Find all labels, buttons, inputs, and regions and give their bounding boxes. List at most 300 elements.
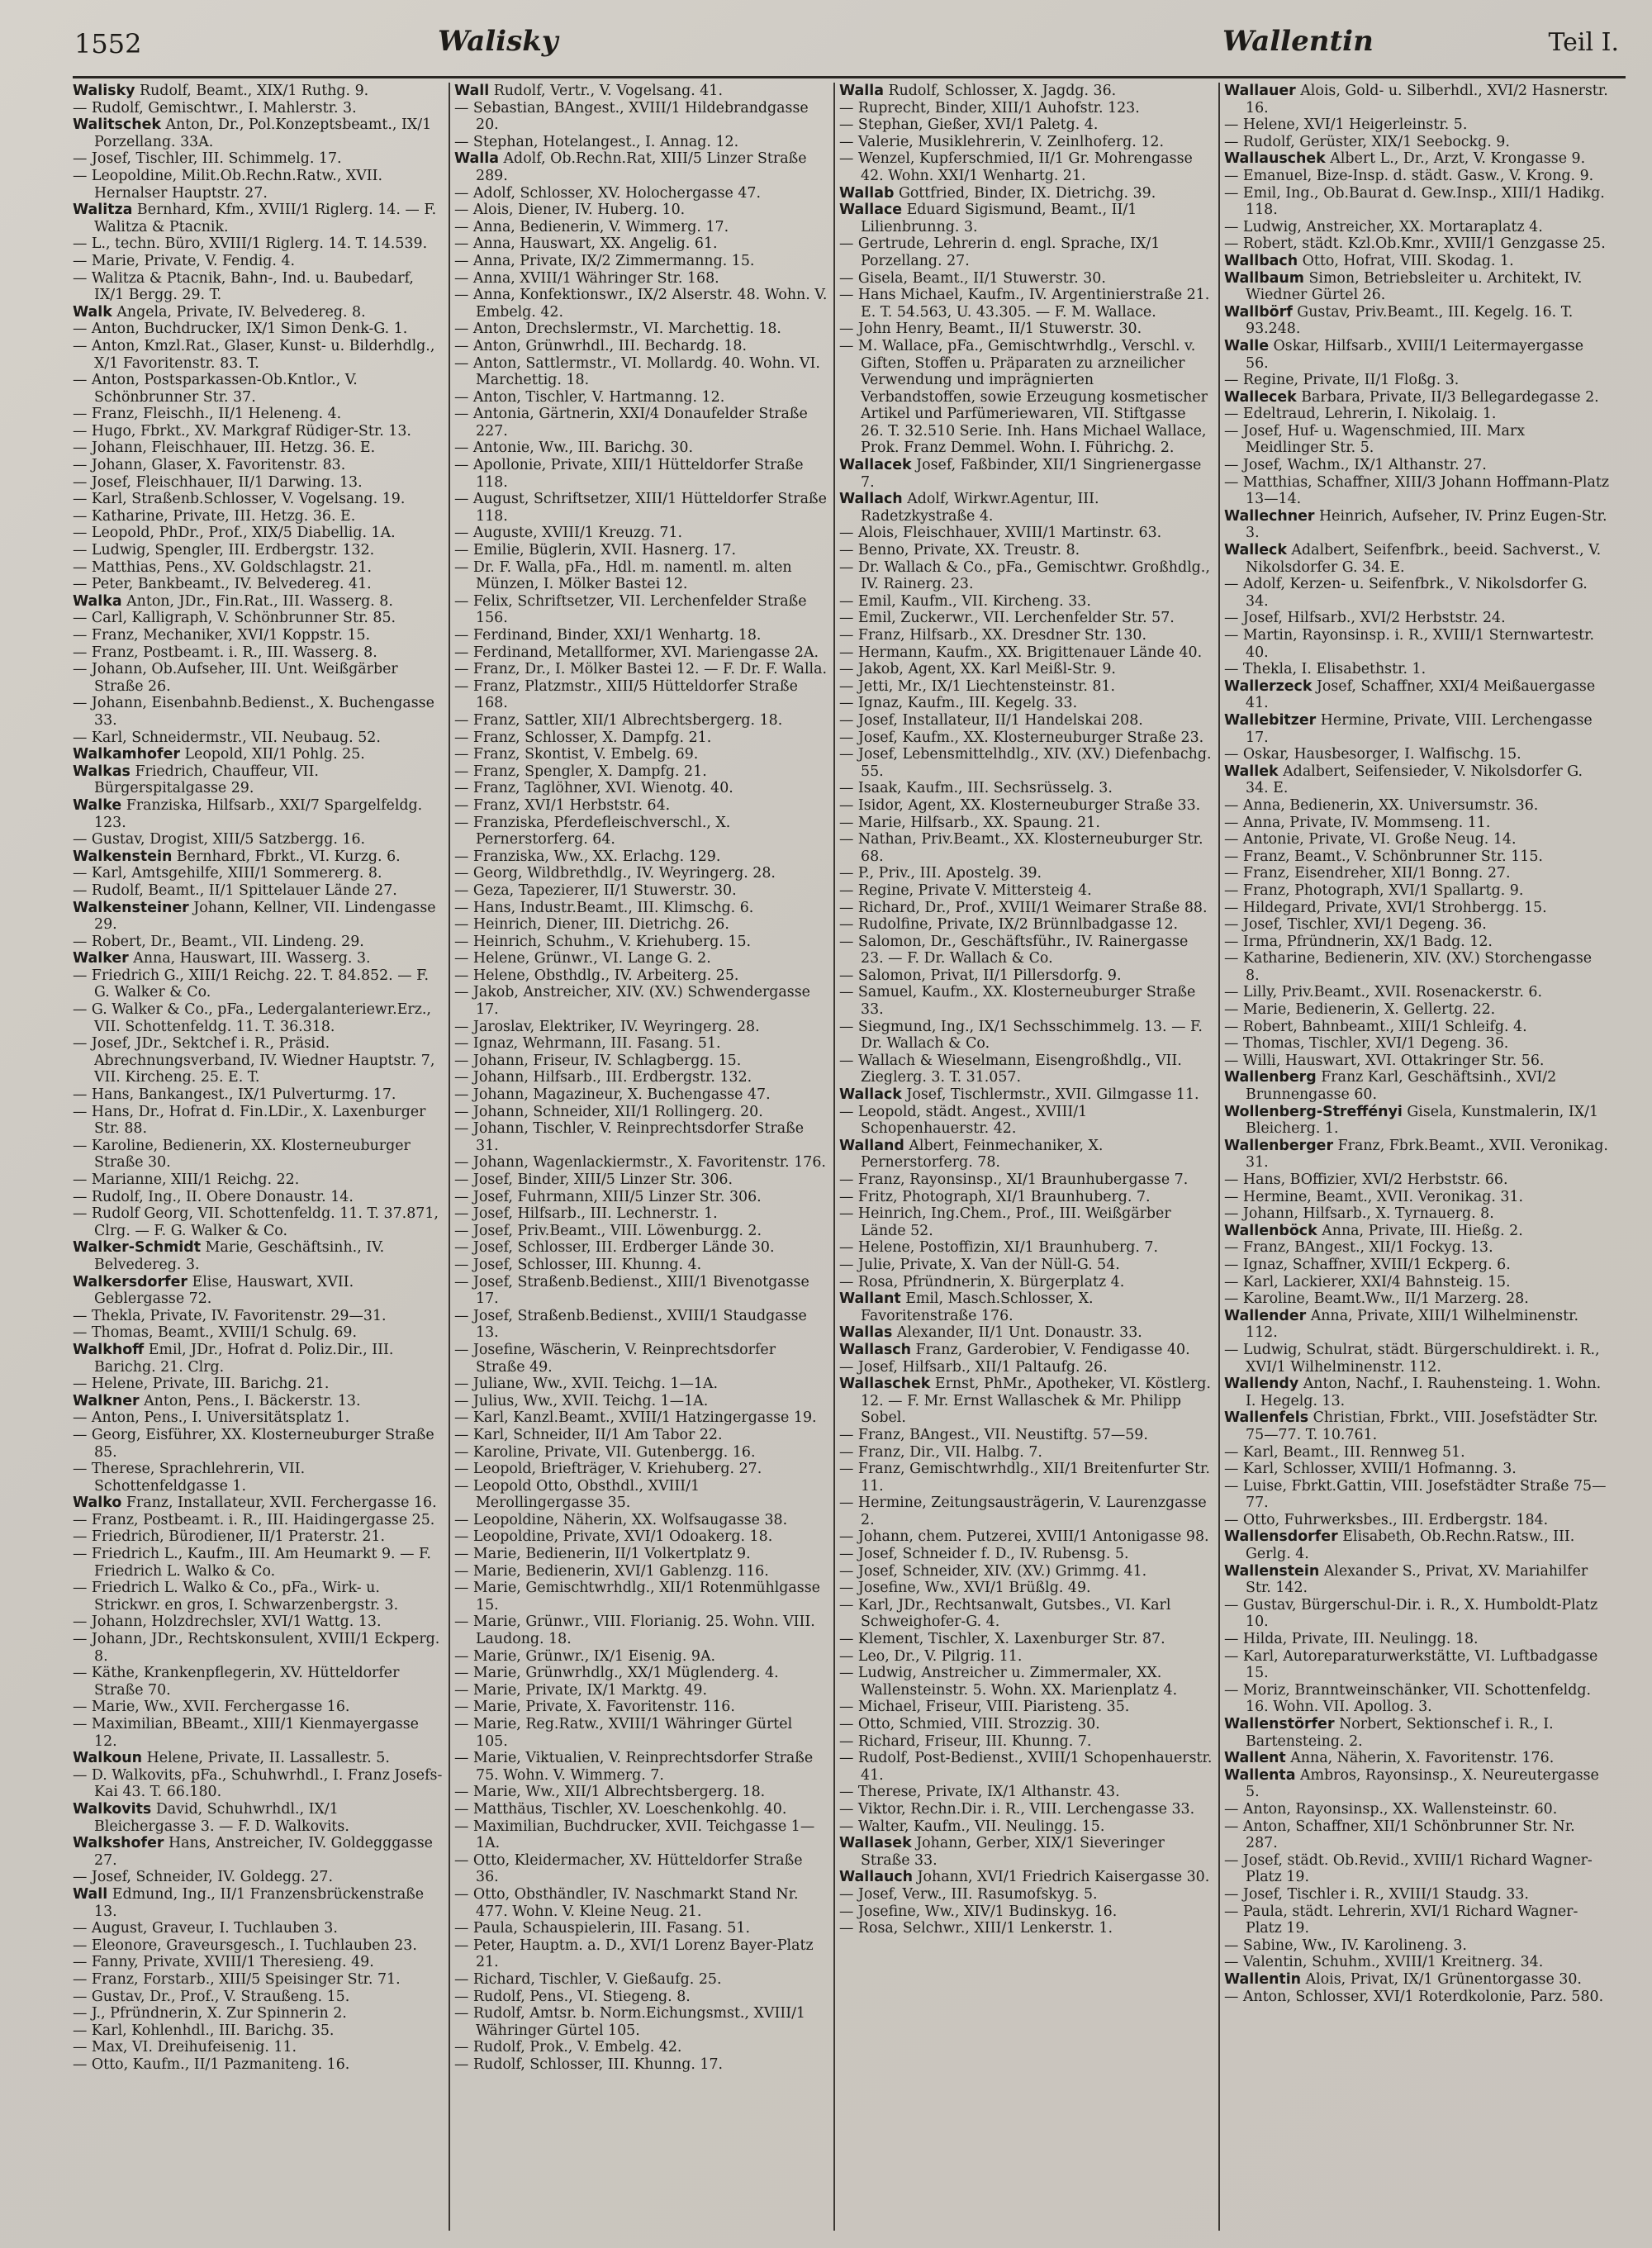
entry-text: — Walitza & Ptacnik, Bahn-, Ind. u. Baubedarf, IX/1 Bergg. 29. T.: [73, 269, 414, 304]
directory-entry: [1224, 950, 1609, 984]
directory-entry: [454, 730, 828, 747]
directory-entry: [839, 1750, 1213, 1784]
directory-entry: [73, 1631, 443, 1665]
entry-text: — Franziska, Pferdefleischverschl., X. Pernerstorferg. 64.: [454, 814, 731, 848]
entry-text: — J., Pfründnerin, X. Zur Spinnerin 2.: [73, 2005, 347, 2022]
directory-entry: [73, 934, 443, 951]
directory-entry: [839, 1104, 1213, 1138]
directory-entry: [454, 1563, 828, 1580]
entry-text: Elisabeth, Ob.Rechn.Ratsw., III. Gerlg. 4.: [1246, 1528, 1575, 1563]
directory-entry: [73, 508, 443, 525]
directory-entry: [454, 1393, 828, 1410]
directory-entry: [454, 1019, 828, 1036]
directory-entry: [839, 542, 1213, 559]
entry-text: — Hermine, Zeitungsausträgerin, V. Laurenzgasse 2.: [839, 1495, 1207, 1528]
entry-text: — Fritz, Photograph, XI/1 Braunhuberg. 7.: [839, 1188, 1151, 1205]
entry-text: Oskar, Hilfsarb., XVIII/1 Leitermayergasse 56.: [1246, 337, 1584, 372]
entry-text: — Anton, Postsparkassen-Ob.Kntlor., V. Schönbrunner Str. 37.: [73, 372, 358, 406]
surname-heading: Walke: [73, 796, 122, 814]
entry-text: — Georg, Wildbrethdlg., IV. Weyringerg. 28.: [454, 865, 776, 882]
entry-text: Franz, Fbrk.Beamt., XVII. Veronikag. 31.: [1246, 1137, 1608, 1172]
directory-entry: [454, 1376, 828, 1393]
entry-text: Franz, Installateur, XVII. Ferchergasse 16.: [126, 1495, 437, 1512]
surname-heading: Wall: [454, 83, 490, 99]
entry-text: — Hildegard, Private, XVI/1 Strohbergg. 15.: [1224, 899, 1547, 916]
directory-entry: [454, 287, 828, 321]
entry-text: Otto, Hofrat, VIII. Skodag. 1.: [1302, 252, 1514, 269]
surname-heading: Walkshofer: [73, 1835, 164, 1852]
entry-text: — Otto, Kleidermacher, XV. Hütteldorfer Straße 36.: [454, 1851, 803, 1886]
directory-entry: [1224, 1971, 1609, 1989]
surname-heading: Wall: [73, 1885, 108, 1903]
surname-heading: Walkensteiner: [73, 899, 189, 916]
entry-text: — Gustav, Drogist, XIII/5 Satzbergg. 16.: [73, 831, 366, 848]
entry-text: Helene, Private, II. Lassallestr. 5.: [146, 1750, 390, 1767]
surname-heading: Wallerzeck: [1224, 677, 1313, 695]
directory-entry: [839, 1733, 1213, 1751]
entry-text: — Friedrich G., XIII/1 Reichg. 22. T. 84.852. — F. G. Walker & Co.: [73, 967, 429, 1001]
directory-entry: [839, 1495, 1213, 1528]
entry-text: — Anton, Tischler, V. Hartmanng. 12.: [454, 388, 725, 406]
directory-entry: [454, 1053, 828, 1070]
directory-entry: [454, 1989, 828, 2006]
directory-entry: [839, 815, 1213, 832]
directory-entry: [73, 2039, 443, 2056]
entry-text: — Geza, Tapezierer, II/1 Stuwerstr. 30.: [454, 882, 737, 899]
entry-text: — Franz, Skontist, V. Embelg. 69.: [454, 746, 699, 763]
directory-entry: [839, 1172, 1213, 1189]
entry-text: — Käthe, Krankenpflegerin, XV. Hütteldorfer Straße 70.: [73, 1665, 400, 1699]
directory-entry: [839, 865, 1213, 882]
entry-text: — Marie, Grünwrhdlg., XX/1 Müglenderg. 4.: [454, 1665, 779, 1682]
directory-entry: [1224, 1290, 1609, 1308]
directory-entry: [73, 627, 443, 644]
directory-entry: [454, 1528, 828, 1546]
directory-entry: [1224, 1069, 1609, 1103]
entry-text: — Helene, Private, III. Barichg. 21.: [73, 1376, 330, 1393]
directory-entry: [454, 235, 828, 253]
entry-text: — Hugo, Fbrkt., XV. Markgraf Rüdiger-Str. 13.: [73, 422, 411, 440]
entry-text: — Josef, Schneider f. D., IV. Rubensg. 5.: [839, 1546, 1129, 1563]
surname-heading: Wallendy: [1224, 1376, 1299, 1393]
directory-entry: [1224, 1478, 1609, 1512]
directory-entry: [454, 1104, 828, 1121]
directory-entry: [454, 1546, 828, 1563]
entry-text: Rudolf, Schlosser, X. Jagdg. 36.: [888, 83, 1117, 99]
directory-entry: [454, 934, 828, 951]
entry-text: — Adolf, Schlosser, XV. Holochergasse 47.: [454, 184, 761, 202]
entry-text: — Josefine, Wäscherin, V. Reinprechtsdorfer Straße 49.: [454, 1341, 776, 1376]
directory-entry: [73, 83, 443, 100]
entry-text: — Samuel, Kaufm., XX. Klosterneuburger Straße 33.: [839, 984, 1196, 1019]
directory-entry: [73, 542, 443, 559]
entry-text: — Rudolfine, Private, IX/2 Brünnlbadgasse 12.: [839, 916, 1179, 934]
directory-entry: [73, 950, 443, 967]
directory-entry: [1224, 1716, 1609, 1750]
directory-entry: [839, 457, 1213, 491]
directory-entry: [1224, 1461, 1609, 1478]
directory-entry: [1224, 1205, 1609, 1223]
entry-text: — Robert, Bahnbeamt., XIII/1 Schleifg. 4.: [1224, 1018, 1527, 1035]
entry-text: — Anton, Sattlermstr., VI. Mollardg. 40. Wohn. VI. Marchettig. 18.: [454, 354, 820, 389]
entry-text: — Leopold, städt. Angest., XVIII/1 Schopenhauerstr. 42.: [839, 1103, 1088, 1138]
entry-text: — Marie, Ww., XVII. Ferchergasse 16.: [73, 1699, 350, 1716]
directory-entry: [454, 1308, 828, 1342]
entry-text: — Julius, Ww., XVII. Teichg. 1—1A.: [454, 1392, 709, 1409]
surname-heading: Wallauch: [839, 1869, 914, 1886]
entry-text: — Antonie, Ww., III. Barichg. 30.: [454, 440, 693, 457]
entry-text: — Josef, Installateur, II/1 Handelskai 208.: [839, 711, 1143, 729]
directory-entry: [454, 321, 828, 338]
entry-text: — Franz, Mechaniker, XVI/1 Koppstr. 15.: [73, 627, 371, 644]
directory-entry: [73, 150, 443, 168]
entry-text: — Juliane, Ww., XVII. Teichg. 1—1A.: [454, 1376, 718, 1393]
directory-entry: [1224, 1274, 1609, 1291]
directory-entry: [73, 1767, 443, 1801]
directory-entry: [454, 1478, 828, 1512]
directory-entry: [1224, 1444, 1609, 1461]
surname-heading: Wallaschek: [839, 1376, 931, 1393]
directory-entry: [839, 1189, 1213, 1206]
entry-text: — Richard, Dr., Prof., XVIII/1 Weimarer Straße 88.: [839, 899, 1208, 916]
directory-entry: [454, 1444, 828, 1461]
entry-text: — Karl, Lackierer, XXI/4 Bahnsteig. 15.: [1224, 1273, 1511, 1290]
entry-text: — Josef, Tischler, III. Schimmelg. 17.: [73, 150, 342, 168]
directory-entry: [454, 900, 828, 917]
entry-text: — Anton, Schlosser, XVI/1 Roterdkolonie, Parz. 580.: [1224, 1988, 1604, 2005]
surname-heading: Wallace: [839, 202, 903, 219]
directory-entry: [73, 1324, 443, 1342]
entry-text: Ernst, PhMr., Apotheker, VI. Köstlerg. 12. — F. Mr. Ernst Wallaschek & Mr. Philipp Sobel.: [861, 1376, 1211, 1427]
entry-text: — Viktor, Rechn.Dir. i. R., VIII. Lerchengasse 33.: [839, 1800, 1195, 1818]
directory-entry: [1224, 235, 1609, 253]
entry-text: — Moriz, Branntweinschänker, VII. Schottenfeldg. 16. Wohn. VII. Apollog. 3.: [1224, 1681, 1592, 1716]
entry-text: — Valentin, Schuhm., XVIII/1 Kreitnerg. 34.: [1224, 1954, 1544, 1971]
directory-entry: [454, 1120, 828, 1154]
entry-text: — Eleonore, Graveursgesch., I. Tuchlauben 23.: [73, 1937, 417, 1954]
entry-text: — Julie, Private, X. Van der Nüll-G. 54.: [839, 1256, 1120, 1273]
directory-entry: [1224, 797, 1609, 815]
directory-entry: [839, 882, 1213, 900]
directory-entry: [1224, 610, 1609, 627]
entry-text: Josef, Schaffner, XXI/4 Meißauergasse 41.: [1246, 677, 1596, 712]
entry-text: — Dr. F. Walla, pFa., Hdl. m. namentl. m. alten Münzen, I. Mölker Bastei 12.: [454, 558, 792, 593]
directory-entry: [839, 1886, 1213, 1903]
directory-entry: [839, 1528, 1213, 1546]
entry-text: — Franz, Dir., VII. Halbg. 7.: [839, 1443, 1042, 1461]
directory-entry: [454, 559, 828, 593]
entry-text: — Thekla, Private, IV. Favoritenstr. 29—31.: [73, 1307, 387, 1324]
directory-entry: [839, 831, 1213, 865]
entry-text: — L., techn. Büro, XVIII/1 Riglerg. 14. T. 14.539.: [73, 235, 428, 253]
directory-entry: [73, 1546, 443, 1580]
directory-entry: [454, 712, 828, 730]
entry-text: — Franz, Fleischh., II/1 Heleneng. 4.: [73, 406, 342, 423]
entry-text: Emil, JDr., Hofrat d. Poliz.Dir., III. Barichg. 21. Clrg.: [94, 1341, 394, 1376]
entry-text: — Martin, Rayonsinsp. i. R., XVIII/1 Sternwartestr. 40.: [1224, 627, 1595, 661]
directory-entry: [454, 2056, 828, 2074]
entry-text: — Marie, Hilfsarb., XX. Spaung. 21.: [839, 814, 1100, 831]
directory-entry: [839, 900, 1213, 917]
entry-text: — Heinrich, Ing.Chem., Prof., III. Weißgärber Lände 52.: [839, 1205, 1171, 1239]
surname-heading: Wallant: [839, 1290, 901, 1308]
entry-text: — Rudolf, Ing., II. Obere Donaustr. 14.: [73, 1188, 354, 1205]
directory-entry: [73, 882, 443, 900]
entry-text: Christian, Fbrkt., VIII. Josefstädter Str. 75—77. T. 10.761.: [1246, 1409, 1598, 1443]
entry-text: — Karoline, Private, VII. Gutenbergg. 16.: [454, 1443, 756, 1461]
directory-entry: [1224, 1409, 1609, 1443]
entry-text: — Karl, Schlosser, XVIII/1 Hofmanng. 3.: [1224, 1461, 1517, 1478]
directory-entry: [73, 967, 443, 1001]
entry-text: — Willi, Hauswart, XVI. Ottakringer Str. 56.: [1224, 1052, 1545, 1069]
surname-heading: Wallecek: [1224, 388, 1297, 406]
directory-entry: [454, 1971, 828, 1989]
entry-text: — Isaak, Kaufm., III. Sechsrüsselg. 3.: [839, 780, 1113, 797]
entry-text: — Jakob, Agent, XX. Karl Meißl-Str. 9.: [839, 661, 1116, 678]
directory-entry: [454, 2039, 828, 2056]
directory-entry: [839, 1716, 1213, 1733]
surname-heading: Wallenstein: [1224, 1562, 1320, 1580]
directory-entry: [1224, 848, 1609, 866]
surname-heading: Wallenberger: [1224, 1137, 1334, 1154]
entry-text: — Stephan, Gießer, XVI/1 Paletg. 4.: [839, 116, 1099, 134]
entry-text: — Katharine, Bedienerin, XIV. (XV.) Storchengasse 8.: [1224, 950, 1593, 984]
directory-entry: [73, 406, 443, 423]
surname-heading: Wallasch: [839, 1341, 911, 1358]
entry-text: — Fanny, Private, XVIII/1 Theresieng. 49.: [73, 1954, 374, 1971]
directory-entry: [73, 1239, 443, 1273]
entry-text: — August, Graveur, I. Tuchlauben 3.: [73, 1920, 338, 1937]
directory-entry: [454, 882, 828, 900]
entry-text: — Ludwig, Schulrat, städt. Bürgerschuldirekt. i. R., XVI/1 Wilhelminenstr. 112.: [1224, 1341, 1600, 1376]
directory-entry: [454, 865, 828, 882]
directory-entry: [839, 202, 1213, 235]
directory-entry: [1224, 1886, 1609, 1903]
directory-entry: [1224, 1597, 1609, 1631]
surname-heading: Wallenberg: [1224, 1069, 1317, 1086]
entry-text: — Josefine, Ww., XIV/1 Budinskyg. 16.: [839, 1903, 1118, 1920]
entry-text: — Josef, Hilfsarb., XVI/2 Herbststr. 24.: [1224, 610, 1506, 627]
surname-heading: Walkamhofer: [73, 746, 180, 763]
directory-entry: [1224, 338, 1609, 372]
directory-entry: [839, 83, 1213, 100]
directory-entry: [73, 1086, 443, 1104]
directory-entry: [454, 1886, 828, 1920]
surname-heading: Wollenberg-Streffényi: [1224, 1103, 1403, 1120]
directory-entry: [454, 253, 828, 270]
directory-entry: [839, 967, 1213, 985]
entry-text: — Johann, Holzdrechsler, XVI/1 Wattg. 13.: [73, 1614, 382, 1631]
directory-entry: [454, 440, 828, 457]
entry-text: — Rosa, Pfründnerin, X. Bürgerplatz 4.: [839, 1273, 1125, 1290]
directory-entry: [73, 695, 443, 729]
entry-text: — Irma, Pfründnerin, XX/1 Badg. 12.: [1224, 933, 1493, 950]
directory-entry: [454, 219, 828, 236]
directory-entry: [73, 1035, 443, 1086]
entry-text: — Katharine, Private, III. Hetzg. 36. E.: [73, 507, 356, 525]
entry-text: Adalbert, Seifensieder, V. Nikolsdorfer G. 34. E.: [1246, 763, 1583, 797]
entry-text: — Richard, Friseur, III. Khunng. 7.: [839, 1732, 1092, 1750]
directory-entry: [839, 235, 1213, 269]
directory-entry: [839, 1631, 1213, 1648]
page-number: 1552: [74, 28, 142, 59]
directory-entry: [1224, 1989, 1609, 2006]
entry-text: — Emil, Kaufm., VII. Kircheng. 33.: [839, 592, 1091, 610]
directory-entry: [839, 116, 1213, 134]
entry-text: Josef, Faßbinder, XII/1 Singrienergasse 7.: [861, 457, 1202, 491]
directory-entry: [1224, 1528, 1609, 1562]
entry-text: Anna, Hauswart, III. Wasserg. 3.: [133, 950, 371, 967]
entry-text: — Luise, Fbrkt.Gattin, VIII. Josefstädter Straße 75—77.: [1224, 1477, 1607, 1512]
directory-entry: [454, 1239, 828, 1257]
entry-text: — Ignaz, Schaffner, XVIII/1 Eckperg. 6.: [1224, 1256, 1511, 1273]
entry-text: — Max, VI. Dreihufeisenig. 11.: [73, 2039, 297, 2056]
surname-heading: Walkas: [73, 763, 131, 780]
entry-text: — Anton, Schaffner, XII/1 Schönbrunner Str. Nr. 287.: [1224, 1818, 1575, 1852]
surname-heading: Walkersdorfer: [73, 1273, 188, 1290]
directory-entry: [1224, 1172, 1609, 1189]
directory-entry: [454, 1699, 828, 1716]
entry-text: — Franz, Postbeamt. i. R., III. Haidingergasse 25.: [73, 1511, 435, 1528]
entry-text: Heinrich, Aufseher, IV. Prinz Eugen-Str. 3.: [1246, 507, 1607, 542]
entry-text: — Hermann, Kaufm., XX. Brigittenauer Lände 40.: [839, 644, 1203, 661]
surname-heading: Wallentin: [1224, 1970, 1302, 1988]
directory-entry: [73, 763, 443, 797]
directory-entry: [1224, 763, 1609, 797]
directory-entry: [839, 338, 1213, 457]
surname-heading: Wallenta: [1224, 1766, 1296, 1784]
entry-text: — Wenzel, Kupferschmied, II/1 Gr. Mohrengasse 42. Wohn. XXI/1 Wenhartg. 21.: [839, 150, 1193, 184]
directory-entry: [454, 1818, 828, 1852]
entry-text: — Therese, Private, IX/1 Althanstr. 43.: [839, 1784, 1120, 1801]
surname-heading: Wallab: [839, 184, 895, 202]
entry-text: — Anton, Drechslermstr., VI. Marchettig. 18.: [454, 321, 781, 338]
directory-entry: [1224, 185, 1609, 219]
surname-heading: Walkoun: [73, 1750, 143, 1767]
entry-text: — Franz, Dr., I. Mölker Bastei 12. — F. Dr. F. Walla.: [454, 661, 827, 678]
directory-entry: [839, 730, 1213, 747]
entry-text: — Johann, Schneider, XII/1 Rollingerg. 20.: [454, 1103, 763, 1120]
surname-heading: Wallenböck: [1224, 1222, 1317, 1239]
directory-entry: [454, 389, 828, 406]
entry-text: — Franz, Forstarb., XIII/5 Speisinger Str. 71.: [73, 1970, 401, 1988]
directory-entry: [1224, 1035, 1609, 1053]
surname-heading: Wallasek: [839, 1835, 912, 1852]
directory-entry: [73, 1869, 443, 1886]
entry-text: Albert L., Dr., Arzt, V. Krongasse 9.: [1330, 150, 1586, 168]
directory-entry: [839, 1818, 1213, 1836]
entry-text: — Gisela, Beamt., II/1 Stuwerstr. 30.: [839, 269, 1106, 287]
entry-text: — Marie, Ww., XII/1 Albrechtsbergerg. 18.: [454, 1784, 766, 1801]
entry-text: — Leopold Otto, Obsthdl., XVIII/1 Merollingergasse 35.: [454, 1477, 700, 1512]
directory-entry: [454, 202, 828, 219]
entry-text: — Wallach & Wieselmann, Eisengroßhdlg., VII. Zieglerg. 3. T. 31.057.: [839, 1052, 1182, 1086]
entry-text: Adalbert, Seifenfbrk., beeid. Sachverst., V. Nikolsdorfer G. 34. E.: [1246, 542, 1602, 576]
header-rule: [73, 76, 1626, 78]
entry-text: — Marie, Viktualien, V. Reinprechtsdorfer Straße 75. Wohn. V. Wimmerg. 7.: [454, 1750, 814, 1784]
entry-text: — Jaroslav, Elektriker, IV. Weyringerg. 28.: [454, 1018, 760, 1035]
entry-text: Johann, Gerber, XIX/1 Sieveringer Straße 33.: [861, 1835, 1165, 1869]
surname-heading: Wallack: [839, 1086, 902, 1104]
entry-text: — Franz, BAngest., VII. Neustiftg. 57—59.: [839, 1426, 1148, 1443]
entry-text: — Isidor, Agent, XX. Klosterneuburger Straße 33.: [839, 796, 1201, 814]
entry-text: — Karl, Beamt., III. Rennweg 51.: [1224, 1443, 1465, 1461]
directory-entry: [454, 1512, 828, 1529]
entry-text: — Josef, Hilfsarb., III. Lechnerstr. 1.: [454, 1205, 718, 1223]
entry-text: — Johann, chem. Putzerei, XVIII/1 Antonigasse 98.: [839, 1528, 1209, 1546]
directory-entry: [73, 525, 443, 542]
entry-text: — Leopold, PhDr., Prof., XIX/5 Diabellig. 1A.: [73, 525, 396, 542]
directory-entry: [454, 1716, 828, 1750]
entry-text: — Otto, Schmied, VIII. Strozzig. 30.: [839, 1716, 1100, 1732]
entry-text: — Rudolf, Prok., V. Embelg. 42.: [454, 2039, 682, 2056]
directory-entry: [1224, 865, 1609, 882]
entry-text: — Ignaz, Kaufm., III. Kegelg. 33.: [839, 695, 1078, 712]
entry-text: — Rudolf, Pens., VI. Stiegeng. 8.: [454, 1988, 691, 2005]
entry-text: — Anna, Hauswart, XX. Angelig. 61.: [454, 235, 718, 253]
directory-entry: [839, 1290, 1213, 1324]
directory-entry: [73, 1750, 443, 1767]
entry-text: Anton, Pens., I. Bäckerstr. 13.: [144, 1392, 361, 1409]
surname-heading: Wallechner: [1224, 507, 1315, 525]
directory-entry: [73, 372, 443, 406]
entry-text: — Gustav, Bürgerschul-Dir. i. R., X. Humboldt-Platz 10.: [1224, 1596, 1598, 1631]
directory-entry: [839, 559, 1213, 593]
entry-text: — Karl, Schneider, II/1 Am Tabor 22.: [454, 1426, 723, 1443]
directory-entry: [839, 780, 1213, 797]
entry-text: — Franz, BAngest., XII/1 Fockyg. 13.: [1224, 1239, 1493, 1257]
entry-text: — Anton, Buchdrucker, IX/1 Simon Denk-G. 1.: [73, 321, 408, 338]
directory-entry: [1224, 372, 1609, 389]
surname-heading: Wallbaum: [1224, 269, 1304, 287]
entry-text: — Helene, Grünwr., VI. Lange G. 2.: [454, 950, 711, 967]
directory-entry: [454, 1461, 828, 1478]
directory-entry: [839, 1138, 1213, 1172]
directory-entry: [73, 1001, 443, 1035]
surname-heading: Wallauer: [1224, 83, 1296, 99]
entry-text: — Heinrich, Schuhm., V. Kriehuberg. 15.: [454, 933, 752, 950]
entry-text: — Marie, Grünwr., IX/1 Eisenig. 9A.: [454, 1647, 716, 1665]
entry-text: Rudolf, Vertr., V. Vogelsang. 41.: [493, 83, 723, 99]
surname-heading: Walk: [73, 303, 112, 321]
directory-entry: [454, 1937, 828, 1971]
directory-entry: [73, 848, 443, 866]
directory-entry: [454, 525, 828, 542]
entry-text: — Karl, JDr., Rechtsanwalt, Gutsbes., VI. Karl Schweighofer-G. 4.: [839, 1596, 1171, 1631]
directory-entry: [73, 831, 443, 848]
directory-entry: [454, 763, 828, 781]
directory-entry: [1224, 150, 1609, 168]
entry-text: — Josef, städt. Ob.Revid., XVIII/1 Richard Wagner-Platz 19.: [1224, 1851, 1593, 1886]
directory-entry: [454, 1801, 828, 1818]
surname-heading: Wallender: [1224, 1307, 1307, 1324]
entry-text: — Franz, Spengler, X. Dampfg. 21.: [454, 763, 707, 780]
entry-text: — Franz, Eisendreher, XII/1 Bonng. 27.: [1224, 865, 1511, 882]
entry-text: — Johann, Hilfsarb., III. Erdbergstr. 132.: [454, 1069, 752, 1086]
entry-text: — Marie, Private, IX/1 Marktg. 49.: [454, 1681, 707, 1699]
entry-text: — Marianne, XIII/1 Reichg. 22.: [73, 1172, 300, 1188]
entry-text: — Josef, Tischler i. R., XVIII/1 Staudg. 33.: [1224, 1885, 1529, 1903]
directory-entry: [839, 1461, 1213, 1495]
entry-text: — Regine, Private V. Mittersteig 4.: [839, 882, 1092, 899]
entry-text: — Felix, Schriftsetzer, VII. Lerchenfelder Straße 156.: [454, 592, 807, 627]
directory-entry: [1224, 984, 1609, 1001]
entry-text: — Franz, Hilfsarb., XX. Dresdner Str. 130.: [839, 627, 1146, 644]
directory-entry: [454, 661, 828, 678]
directory-entry: [839, 934, 1213, 967]
entry-text: — Ferdinand, Metallformer, XVI. Mariengasse 2A.: [454, 644, 819, 661]
directory-entry: [454, 1852, 828, 1886]
